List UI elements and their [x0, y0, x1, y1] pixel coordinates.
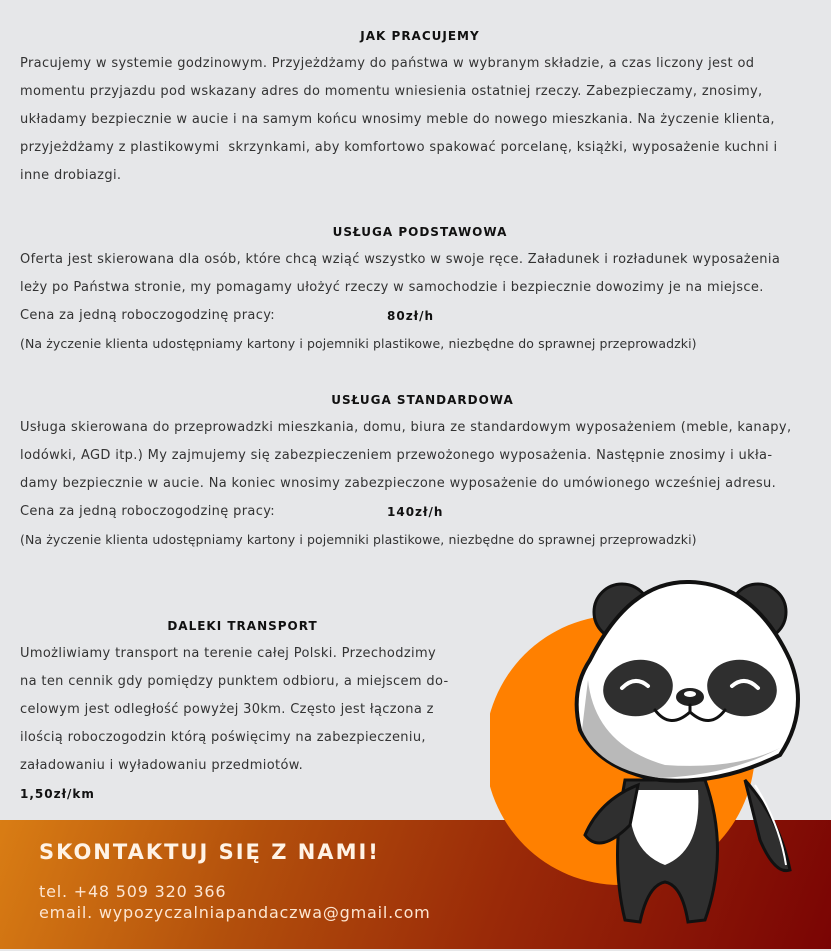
section-basic-service — [20, 222, 820, 358]
section-body — [20, 414, 825, 554]
text-line: Usługa skierowana do przeprowadzki mieszkania, domu, biura ze standardowym wyposażeniem (meble, kanapy, — [20, 420, 792, 435]
section-body — [20, 640, 465, 808]
note: (Na życzenie klienta udostępniamy kartony i pojemniki plastikowe, niezbędne do sprawnej przeprowadzki) — [20, 532, 697, 547]
section-body — [20, 246, 820, 358]
price-label: Cena za jedną roboczogodzinę pracy: — [20, 308, 276, 323]
contact-title: SKONTAKTUJ SIĘ Z NAMI! — [39, 840, 380, 864]
section-how-we-work — [20, 26, 820, 190]
note: (Na życzenie klienta udostępniamy kartony i pojemniki plastikowe, niezbędne do sprawnej przeprowadzki) — [20, 336, 697, 351]
text-line: ilością roboczogodzin którą poświęcimy na zabezpieczeniu, — [20, 730, 426, 745]
text-line: lodówki, AGD itp.) My zajmujemy się zabezpieczeniem przewożonego wyposażenia. Następnie znosimy i ukła- — [20, 448, 773, 463]
panda-mascot-icon — [490, 570, 831, 951]
text-line: damy bezpiecznie w aucie. Na koniec wnosimy zabezpieczone wyposażenie do umówionego wcześniej adresu. — [20, 476, 777, 491]
phone-link[interactable]: tel. +48 509 320 366 — [39, 882, 227, 901]
text-line: załadowaniu i wyładowaniu przedmiotów. — [20, 758, 304, 773]
text-line: Oferta jest skierowana dla osób, które chcą wziąć wszystko w swoje ręce. Załadunek i rozładunek wyposażenia — [20, 252, 781, 267]
price-row — [20, 498, 825, 526]
price-row — [20, 302, 820, 330]
text-line: inne drobiazgi. — [20, 168, 122, 183]
section-long-distance — [20, 616, 465, 808]
text-line: układamy bezpiecznie w aucie i na samym końcu wnosimy meble do nowego mieszkania. Na życzenie klienta, — [20, 112, 775, 127]
section-standard-service — [20, 390, 825, 554]
text-line: na ten cennik gdy pomiędzy punktem odbioru, a miejscem do- — [20, 674, 449, 689]
text-line: momentu przyjazdu pod wskazany adres do momentu wniesienia ostatniej rzeczy. Zabezpieczamy, znosimy, — [20, 84, 763, 99]
contact-info — [39, 881, 431, 923]
section-title: USŁUGA STANDARDOWA — [331, 393, 514, 407]
section-body — [20, 50, 820, 190]
section-title: DALEKI TRANSPORT — [167, 619, 318, 633]
text-line: Pracujemy w systemie godzinowym. Przyjeżdżamy do państwa w wybranym składzie, a czas liczony jest od — [20, 56, 755, 71]
text-line: leży po Państwa stronie, my pomagamy ułożyć rzeczy w samochodzie i bezpiecznie dowozimy je na miejsce. — [20, 280, 764, 295]
price-value: 1,50zł/km — [20, 787, 95, 801]
price-value: 80zł/h — [387, 309, 435, 323]
text-line: celowym jest odległość powyżej 30km. Często jest łączona z — [20, 702, 434, 717]
price-value: 140zł/h — [387, 505, 444, 519]
text-line: przyjeżdżamy z plastikowymi skrzynkami, aby komfortowo spakować porcelanę, książki, wyposażenie kuchni i — [20, 140, 778, 155]
section-title: JAK PRACUJEMY — [360, 29, 480, 43]
price-label: Cena za jedną roboczogodzinę pracy: — [20, 504, 276, 519]
section-title: USŁUGA PODSTAWOWA — [332, 225, 508, 239]
email-link[interactable]: email. wypozyczalniapandaczwa@gmail.com — [39, 903, 431, 922]
text-line: Umożliwiamy transport na terenie całej Polski. Przechodzimy — [20, 646, 437, 661]
